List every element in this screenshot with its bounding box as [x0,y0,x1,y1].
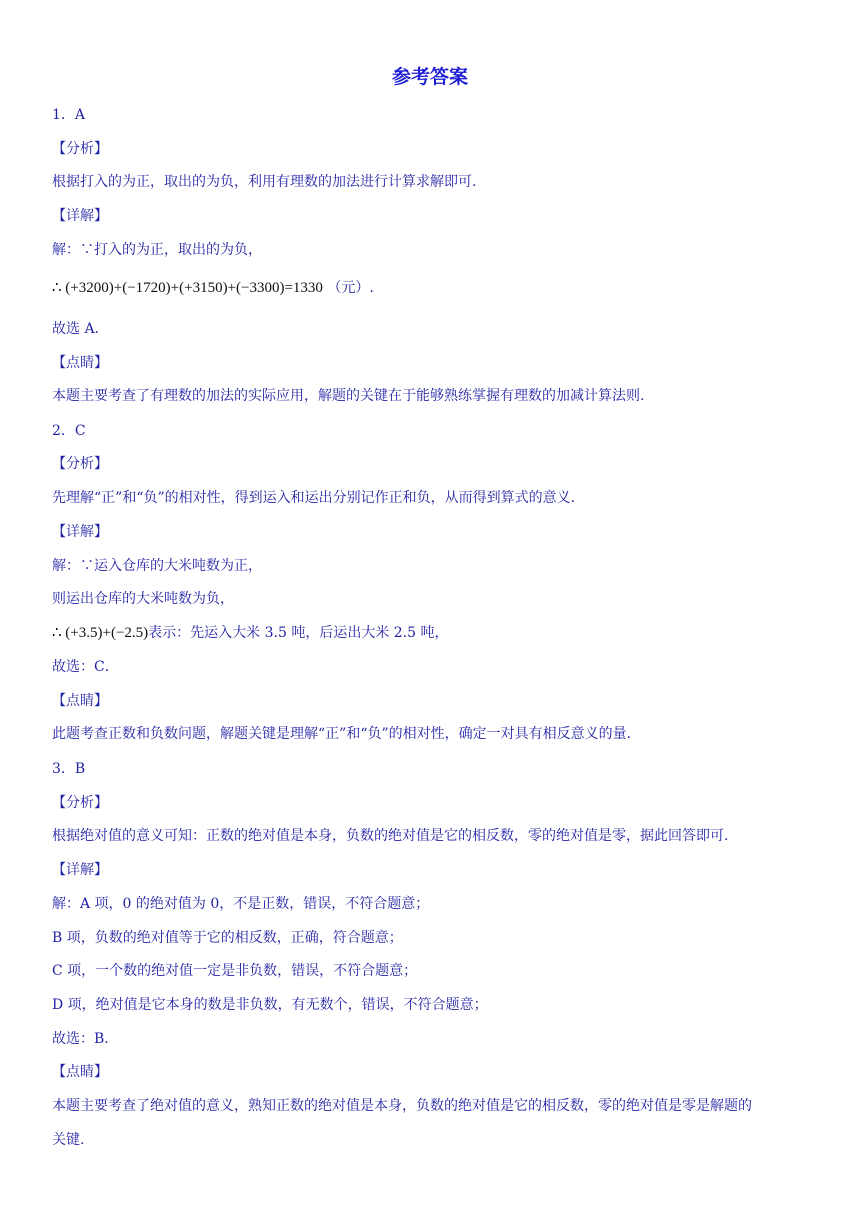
q2-answer: 2．C [52,423,86,439]
page-title: 参考答案 [391,66,468,88]
q2-formula-line [52,622,822,644]
q3-detail-line1: 解：A 项，0 的绝对值为 0，不是正数，错误，不符合题意； [52,896,430,912]
q1-analysis-label: 【分析】 [52,141,108,157]
q1-detail-label: 【详解】 [52,208,108,224]
q2-formula: ∴ (+3.5)+(−2.5) [52,625,149,641]
q3-analysis-text: 根据绝对值的意义可知：正数的绝对值是本身，负数的绝对值是它的相反数，零的绝对值是零，据此回答即可. [52,828,729,844]
q1-choice: 故选 A． [52,321,109,337]
q2-formula-text: 表示：先运入大米 3.5 吨，后运出大米 2.5 吨， [148,625,449,641]
q3-answer: 3．B [52,761,86,777]
q2-comment-text: 此题考查正数和负数问题，解题关键是理解“正”和“负”的相对性，确定一对具有相反意义的量. [52,726,632,742]
q1-detail-line1: 解：∵打入的为正，取出的为负， [52,242,262,258]
q3-detail-line3: C 项，一个数的绝对值一定是非负数，错误，不符合题意； [52,963,418,979]
q2-choice: 故选：C． [52,659,119,675]
q3-detail-line2: B 项，负数的绝对值等于它的相反数，正确，符合题意； [52,930,403,946]
q2-analysis-text: 先理解“正”和“负”的相对性，得到运入和运出分别记作正和负，从而得到算式的意义. [52,490,576,506]
q3-detail-line4: D 项，绝对值是它本身的数是非负数，有无数个，错误，不符合题意； [52,997,488,1013]
q3-analysis-label: 【分析】 [52,795,108,811]
q1-comment-text: 本题主要考查了有理数的加法的实际应用，解题的关键在于能够熟练掌握有理数的加减计算法则. [52,388,645,404]
q2-detail-label: 【详解】 [52,524,108,540]
q1-formula-unit: （元）. [327,280,374,296]
q2-comment-label: 【点睛】 [52,693,108,709]
q2-detail-line1: 解：∵运入仓库的大米吨数为正， [52,558,262,574]
q2-analysis-label: 【分析】 [52,456,108,472]
q3-detail-label: 【详解】 [52,862,108,878]
q3-comment-label: 【点睛】 [52,1064,108,1080]
q1-analysis-text: 根据打入的为正，取出的为负，利用有理数的加法进行计算求解即可. [52,174,477,190]
q2-detail-line2: 则运出仓库的大米吨数为负， [52,591,234,607]
q1-formula: ∴ (+3200)+(−1720)+(+3150)+(−3300)=1330 [52,280,323,296]
q3-comment-line2: 关键. [52,1132,85,1148]
q1-answer: 1．A [52,107,86,123]
q1-comment-label: 【点睛】 [52,355,108,371]
q1-formula-line [52,277,822,299]
q3-choice: 故选：B． [52,1031,119,1047]
q3-comment-line1: 本题主要考查了绝对值的意义，熟知正数的绝对值是本身，负数的绝对值是它的相反数，零的绝对值是零是解题的 [52,1098,752,1114]
